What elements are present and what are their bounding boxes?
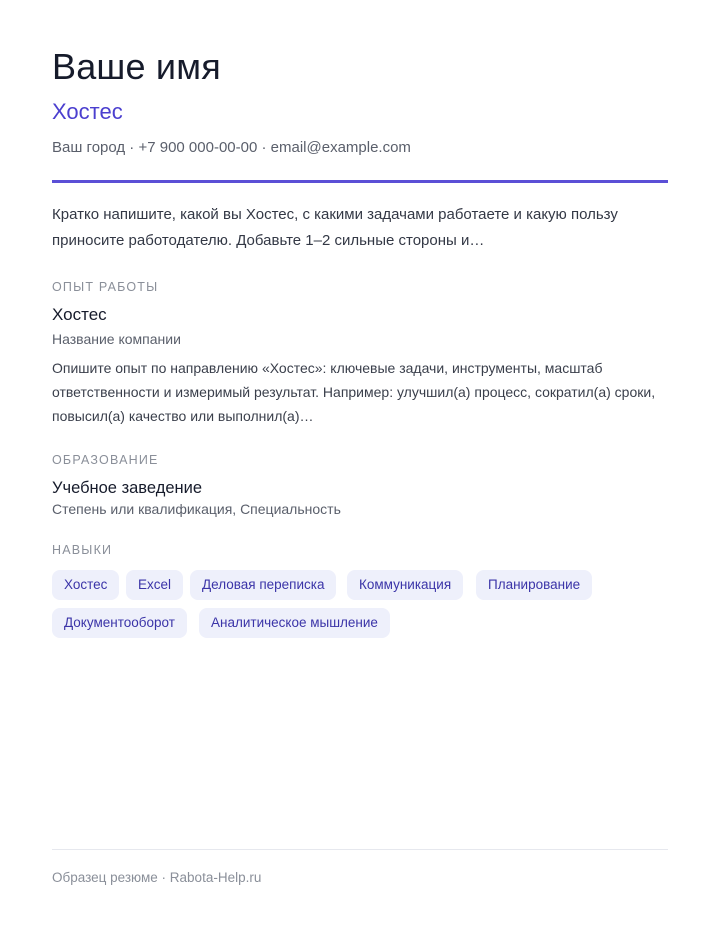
education-section-title: ОБРАЗОВАНИЕ	[52, 453, 159, 467]
contact-line: Ваш город · +7 900 000-00-00 · email@example.com	[52, 139, 411, 156]
job-title: Хостес	[52, 305, 107, 324]
job-description: Опишите опыт по направлению «Хостес»: ключевые задачи, инструменты, масштаб ответственности и измеримый результат. Например: улучшил(а) процесс, сократил(а) сроки, повысил(а) качество или выполнил(а)…	[52, 360, 656, 424]
education-degree: Степень или квалификация, Специальность	[52, 501, 341, 517]
candidate-role: Хостес	[52, 99, 123, 124]
skill-chip: Аналитическое мышление	[199, 608, 390, 638]
header-divider	[52, 180, 668, 183]
skill-chip: Excel	[126, 570, 183, 600]
education-institution: Учебное заведение	[52, 479, 203, 497]
skill-chip: Документооборот	[52, 608, 187, 638]
skill-chip: Коммуникация	[347, 570, 463, 600]
footer-text: Образец резюме · Rabota-Help.ru	[52, 870, 262, 885]
footer-divider	[52, 849, 668, 850]
skills-section-title: НАВЫКИ	[52, 543, 113, 557]
job-company: Название компании	[52, 331, 181, 347]
candidate-name: Ваше имя	[52, 46, 221, 87]
skill-chip: Хостес	[52, 570, 119, 600]
experience-section-title: ОПЫТ РАБОТЫ	[52, 280, 159, 294]
skill-chip: Деловая переписка	[190, 570, 336, 600]
resume-page	[52, 0, 668, 936]
skill-chip: Планирование	[476, 570, 592, 600]
summary-text: Кратко напишите, какой вы Хостес, с какими задачами работаете и какую пользу приносите работодателю. Добавьте 1–2 сильные стороны и…	[52, 206, 618, 249]
